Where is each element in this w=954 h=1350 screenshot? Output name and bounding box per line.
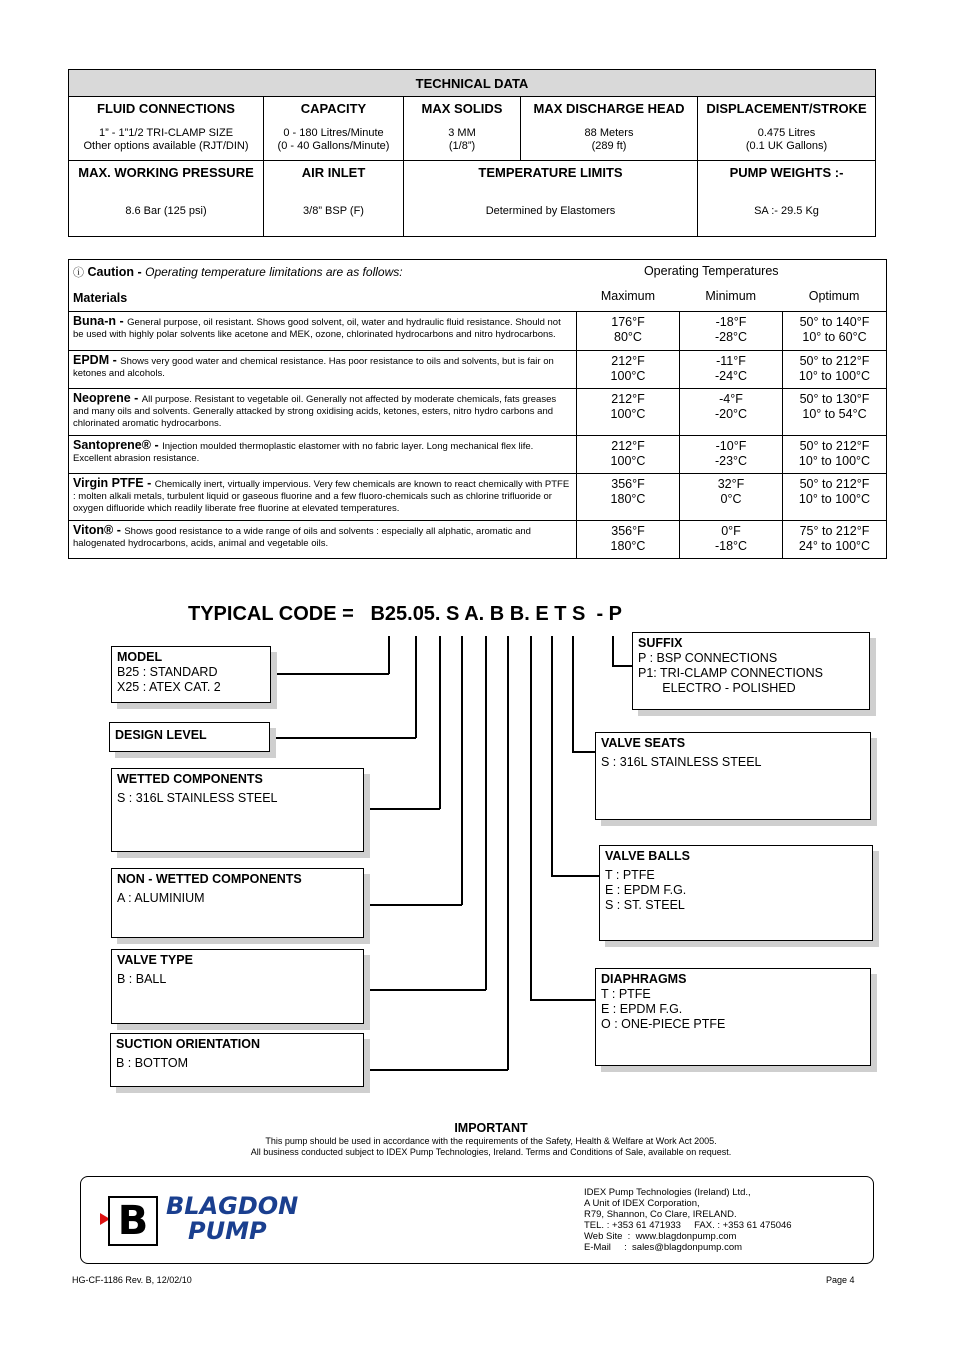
connector-line [572,636,574,752]
connector-line [439,636,441,809]
caution-note: ⓘ Caution - Operating temperature limitations are as follows: [73,265,403,279]
diaphragms-box: DIAPHRAGMS T : PTFE E : EPDM F.G. O : ONE-PIECE PTFE [595,968,871,1066]
temperature-limits-cell: TEMPERATURE LIMITS Determined by Elastomers [404,161,698,237]
material-row: Virgin PTFE - Chemically inert, virtually impervious. Very few chemicals are known to react chemically with PTFE : molten alkali metals, turbulent liquid or gaseous fluorine and a few fluoro-chemicals such as chlorine trifluoride or oxygen difluoride which readily liberate free fluorine at elevated temperatures. 356°F 180°C 32°F 0°C 50° to 212°F 10° to 100°C [69,474,887,521]
connector-line [507,636,509,1070]
pump-weights-cell: PUMP WEIGHTS :- SA :- 29.5 Kg [698,161,876,237]
model-box: MODEL B25 : STANDARD X25 : ATEX CAT. 2 [111,646,271,703]
connector-line [271,673,389,675]
valve-type-box: VALVE TYPE B : BALL [111,949,364,1024]
technical-data-title: TECHNICAL DATA [69,70,876,97]
max-discharge-head-cell: MAX DISCHARGE HEAD 88 Meters (289 ft) [521,97,698,161]
info-icon: ⓘ [73,267,84,279]
connector-line [415,636,417,738]
company-contact: IDEX Pump Technologies (Ireland) Ltd., A Unit of IDEX Corporation, R79, Shannon, Co Clare, IRELAND. TEL. : +353 61 471933 FAX. : +353 61 475046 Web Site : www.blagdonpump.com E-Mail : sales@blagdonpump.com [584,1187,792,1253]
connector-line [364,808,440,810]
technical-data-table [68,69,876,237]
connector-line [551,636,553,876]
connector-line [388,636,390,674]
material-row: Santoprene® - Injection moulded thermoplastic elastomer with no fabric layer. Long mechanical flex life. Excellent abrasion resistance. 212°F 100°C -10°F -23°C 50° to 212°F 10° to 100°C [69,436,887,474]
design-level-box: DESIGN LEVEL [109,722,270,752]
connector-line [551,875,600,877]
connector-line [485,636,487,990]
connector-line [270,737,416,739]
important-title: IMPORTANT [454,1121,528,1135]
col-minimum: Minimum [705,289,757,303]
valve-seats-box: VALVE SEATS S : 316L STAINLESS STEEL [595,732,871,820]
fluid-connections-cell: FLUID CONNECTIONS 1” - 1”1/2 TRI-CLAMP SIZE Other options available (RJT/DIN) [69,97,264,161]
connector-line [364,989,486,991]
blagdon-logo-mark: B [108,1196,158,1246]
connector-line [364,904,462,906]
material-row: Viton® - Shows good resistance to a wide range of oils and solvents : especially all alphatic, aromatic and halogenated hydrocarbons, acids, animal and vegetable oils. 356°F 180°C 0°F -18°C 75° to 212°F 24° to 100°C [69,521,887,559]
connector-line [461,636,463,905]
displacement-stroke-cell: DISPLACEMENT/STROKE 0.475 Litres (0.1 UK Gallons) [698,97,876,161]
connector-line [530,636,532,1000]
page-number: Page 4 [826,1275,855,1285]
suction-orientation-box: SUCTION ORIENTATION B : BOTTOM [110,1033,364,1087]
connector-line [612,665,632,667]
valve-balls-box: VALVE BALLS T : PTFE E : EPDM F.G. S : ST. STEEL [599,845,873,941]
connector-line [572,751,597,753]
suffix-box: SUFFIX P : BSP CONNECTIONS P1: TRI-CLAMP CONNECTIONS ELECTRO - POLISHED [632,632,870,710]
material-row: EPDM - Shows very good water and chemical resistance. Has poor resistance to oils and solvents, but is fair on ketones and alcohols. 212°F 100°C -11°F -24°C 50° to 212°F 10° to 100°C [69,351,887,389]
air-inlet-cell: AIR INLET 3/8” BSP (F) [264,161,404,237]
material-row: Buna-n - General purpose, oil resistant. Shows good solvent, oil, water and hydraulic fluid resistance. Should not be used with highly polar solvents like acetone and MEK, ozone, chlorinated hydrocarbons and nitro hydrocarbons. 176°F 80°C -18°F -28°C 50° to 140°F 10° to 60°C [69,312,887,351]
max-solids-cell: MAX SOLIDS 3 MM (1/8”) [404,97,521,161]
operating-temperatures-header: Operating Temperatures [643,264,779,278]
materials-table [68,259,887,559]
col-optimum: Optimum [808,289,860,303]
col-maximum: Maximum [600,289,655,303]
typical-code-title: TYPICAL CODE = B25.05. S A. B B. E T S - P [188,603,622,625]
connector-line [530,999,597,1001]
material-row: Neoprene - All purpose. Resistant to vegetable oil. Generally not affected by moderate chemicals, fats greases and many oils and solvents. Generally attacked by strong oxidising acids, ketones, esters, nitro hydro carbons and chlorinated aromatic hydrocarbons. 212°F 100°C -4°F -20°C 50° to 130°F 10° to 54°C [69,389,887,436]
max-working-pressure-cell: MAX. WORKING PRESSURE 8.6 Bar (125 psi) [69,161,264,237]
blagdon-pump-logo: BLAGDON PUMP [166,1192,299,1245]
document-reference: HG-CF-1186 Rev. B, 12/02/10 [72,1275,192,1285]
materials-header: Materials [73,291,128,305]
non-wetted-components-box: NON - WETTED COMPONENTS A : ALUMINIUM [111,868,364,938]
connector-line [612,636,614,666]
capacity-cell: CAPACITY 0 - 180 Litres/Minute (0 - 40 Gallons/Minute) [264,97,404,161]
important-notice: IMPORTANT This pump should be used in accordance with the requirements of the Safety, Health & Welfare at Work Act 2005. All business conducted subject to IDEX Pump Technologies, Ireland. Terms and Conditions of Sale, available on request. [0,1121,954,1158]
wetted-components-box: WETTED COMPONENTS S : 316L STAINLESS STEEL [111,768,364,852]
connector-line [364,1069,508,1071]
